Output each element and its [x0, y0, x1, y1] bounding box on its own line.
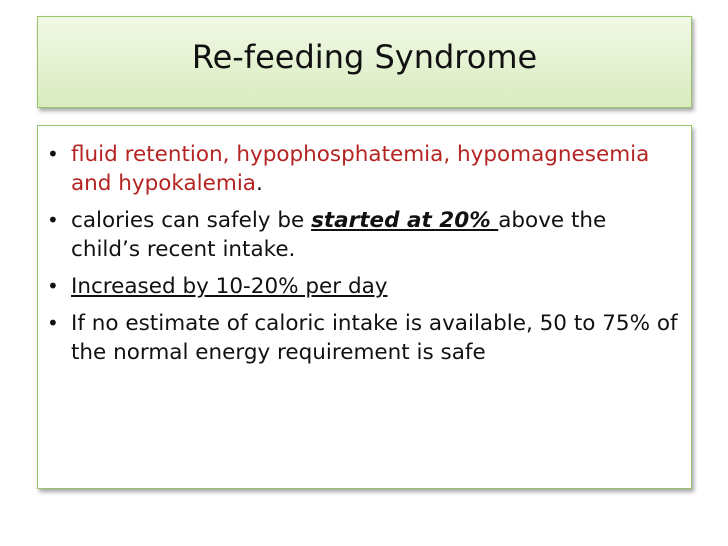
bullet-1-red-text: fluid retention, hypophosphatemia, hypomagnesemia and hypokalemia [71, 142, 650, 196]
bullet-2-emphasis: started at 20% [311, 208, 499, 233]
bullet-item-3 [43, 272, 679, 301]
content-box [37, 125, 692, 489]
bullet-item-4 [43, 309, 679, 367]
bullet-4-text: If no estimate of caloric intake is available, 50 to 75% of the normal energy requirement is safe [71, 311, 678, 365]
bullet-icon: • [47, 274, 59, 298]
bullet-list [38, 126, 691, 367]
bullet-icon: • [47, 311, 59, 335]
bullet-item-2 [43, 206, 679, 264]
title-box [37, 16, 692, 108]
slide-title: Re-feeding Syndrome [191, 38, 538, 76]
bullet-item-1 [43, 140, 679, 198]
bullet-2-text-b: above the child’s recent intake. [71, 208, 607, 262]
bullet-3-text: Increased by 10-20% per day [71, 274, 388, 299]
bullet-1-period: . [255, 171, 263, 196]
bullet-icon: • [47, 142, 59, 166]
bullet-icon: • [47, 208, 59, 232]
bullet-2-text-a: calories can safely be [71, 208, 312, 233]
